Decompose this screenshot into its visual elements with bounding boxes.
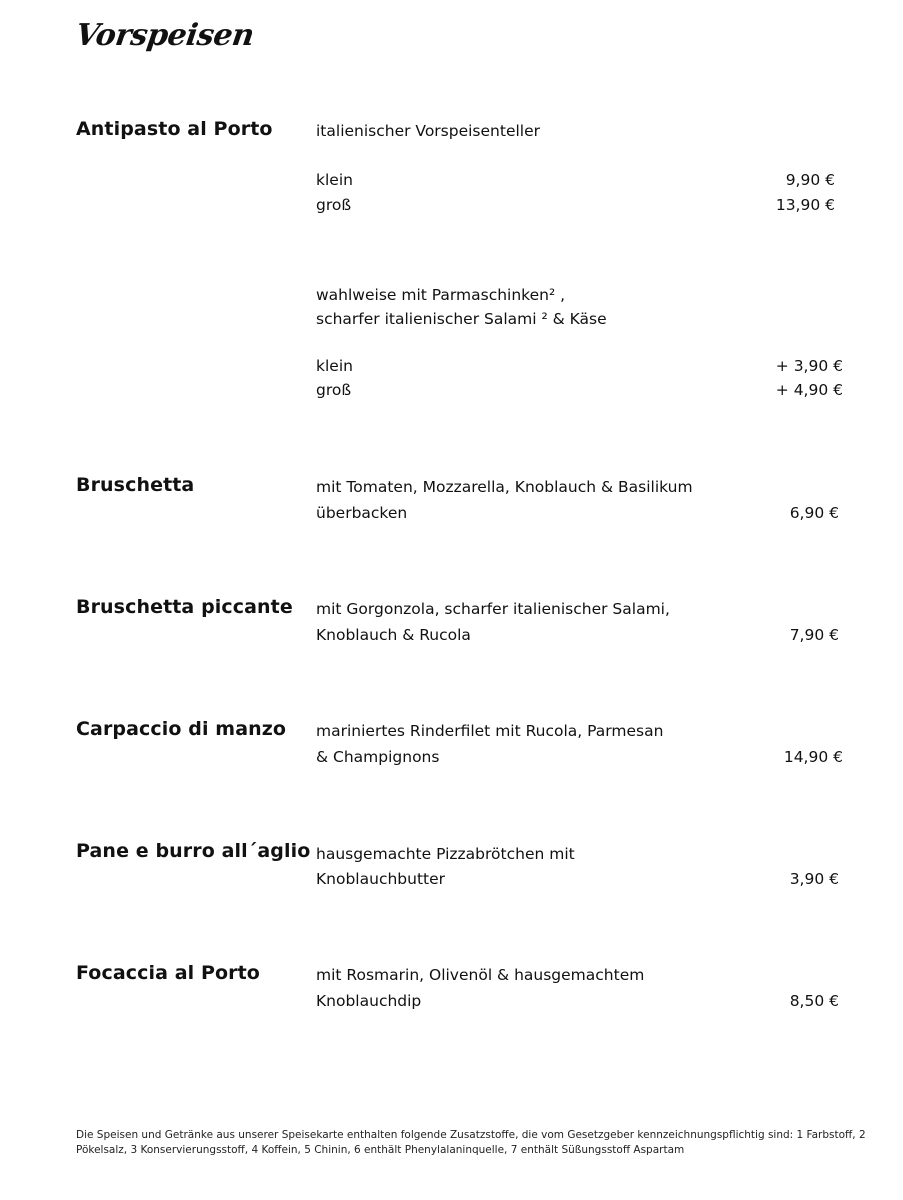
dish-description-line-2: Knoblauch & Rucola [316,626,471,644]
dish-name-bruschetta-piccante: Bruschetta piccante [76,596,293,618]
dish-description-line-2: Knoblauchbutter [316,870,446,888]
size-label-gross: groß [316,196,352,214]
additives-footnote: Die Speisen und Getränke aus unserer Speisekarte enthalten folgende Zusatzstoffe, die vom Gesetzgeber kennzeichnungspflichtig sind: 1 Farbstoff, 2 Pökelsalz, 3 Konservierungsstoff, 4 Koffein, 5 Chinin, 6 enthält Phenylalaninquelle, 7 enthält Süßungsstoff Aspartam [76,1129,866,1156]
dish-description-line-1: mit Rosmarin, Olivenöl & hausgemachtem [316,966,645,984]
dish-price-carpaccio: 14,90 € [783,748,843,766]
page-title: Vorspeisen [73,18,256,53]
dish-description-line-1: mariniertes Rinderfilet mit Rucola, Parmesan [316,722,664,740]
dish-description-line-1: mit Tomaten, Mozzarella, Knoblauch & Basilikum [316,478,693,496]
dish-description-line-2: überbacken [316,504,408,522]
price-klein: 9,90 € [785,171,835,189]
size-label-klein: klein [316,171,353,189]
dish-name-pane-e-burro: Pane e burro all´aglio [76,840,311,862]
dish-name-bruschetta: Bruschetta [76,474,195,496]
option-line-2: scharfer italienischer Salami ² & Käse [316,310,607,328]
dish-description-line-2: Knoblauchdip [316,992,422,1010]
dish-price-bruschetta-piccante: 7,90 € [789,626,839,644]
option-size-label-klein: klein [316,357,353,375]
option-price-klein: + 3,90 € [775,357,843,375]
dish-name-focaccia: Focaccia al Porto [76,962,260,984]
dish-price-bruschetta: 6,90 € [789,504,839,522]
dish-description-line-1: mit Gorgonzola, scharfer italienischer Salami, [316,600,670,618]
dish-description-line-2: & Champignons [316,748,440,766]
dish-description-antipasto: italienischer Vorspeisenteller [316,122,541,140]
dish-price-pane-e-burro: 3,90 € [789,870,839,888]
price-gross: 13,90 € [775,196,835,214]
dish-name-carpaccio: Carpaccio di manzo [76,718,287,740]
option-line-1: wahlweise mit Parmaschinken² , [316,286,566,304]
dish-description-line-1: hausgemachte Pizzabrötchen mit [316,845,575,863]
option-price-gross: + 4,90 € [775,381,843,399]
option-size-label-gross: groß [316,381,352,399]
dish-price-focaccia: 8,50 € [789,992,839,1010]
dish-name-antipasto: Antipasto al Porto [76,118,273,140]
